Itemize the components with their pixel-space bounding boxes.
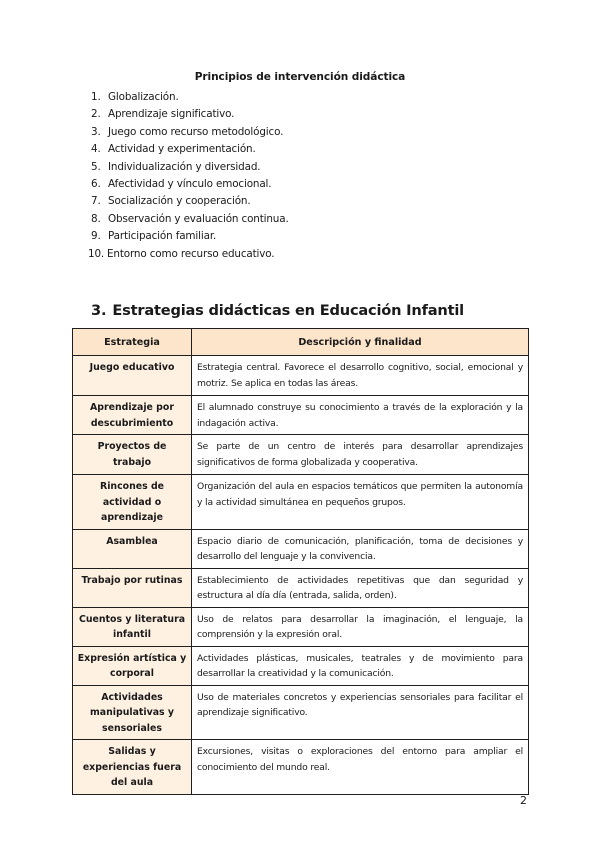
strategy-cell: Cuentos y literatura infantil xyxy=(73,607,192,646)
list-item-number: 4. xyxy=(91,143,101,156)
strategy-cell: Expresión artística y corporal xyxy=(73,646,192,685)
list-item xyxy=(91,176,289,193)
table-header-row xyxy=(73,329,529,356)
description-cell: Actividades plásticas, musicales, teatrales y de movimiento para desarrollar la creatividad y la comunicación. xyxy=(192,646,529,685)
list-item xyxy=(91,211,289,228)
column-header-strategy: Estrategia xyxy=(73,329,192,356)
list-item-number: 7. xyxy=(91,195,101,208)
strategies-table xyxy=(72,328,529,795)
section-heading xyxy=(91,302,464,319)
table-row xyxy=(73,475,529,530)
list-item xyxy=(91,106,289,123)
description-cell: Uso de materiales concretos y experiencias sensoriales para facilitar el aprendizaje significativo. xyxy=(192,685,529,740)
description-cell: Excursiones, visitas o exploraciones del entorno para ampliar el conocimiento del mundo real. xyxy=(192,740,529,795)
list-item-text: Actividad y experimentación. xyxy=(108,143,256,156)
list-item-text: Aprendizaje significativo. xyxy=(108,108,235,121)
list-item-number: 8. xyxy=(91,212,101,225)
list-item-number: 6. xyxy=(91,177,101,190)
list-item xyxy=(88,246,289,263)
section-title: Estrategias didácticas en Educación Infantil xyxy=(112,302,464,319)
table-row xyxy=(73,740,529,795)
description-cell: Establecimiento de actividades repetitivas que dan seguridad y estructura al día día (entrada, salida, orden). xyxy=(192,568,529,607)
list-item-text: Globalización. xyxy=(108,91,179,103)
list-item xyxy=(91,228,289,245)
section-number: 3. xyxy=(91,302,107,319)
list-item-text: Participación familiar. xyxy=(108,230,217,243)
strategy-cell: Rincones de actividad o aprendizaje xyxy=(73,475,192,530)
table-row xyxy=(73,435,529,475)
description-cell: Se parte de un centro de interés para desarrollar aprendizajes significativos de forma globalizada y cooperativa. xyxy=(192,435,529,475)
strategy-cell: Trabajo por rutinas xyxy=(73,568,192,607)
list-item-number: 2. xyxy=(91,108,101,121)
list-item-text: Socialización y cooperación. xyxy=(108,195,251,208)
table-row xyxy=(73,685,529,740)
strategy-cell: Aprendizaje por descubrimiento xyxy=(73,396,192,435)
description-cell: Estrategia central. Favorece el desarrollo cognitivo, social, emocional y motriz. Se aplica en todas las áreas. xyxy=(192,356,529,396)
list-item-number: 1. xyxy=(91,91,101,103)
list-item xyxy=(91,141,289,158)
list-item-text: Individualización y diversidad. xyxy=(108,160,261,173)
strategy-cell: Salidas y experiencias fuera del aula xyxy=(73,740,192,795)
list-item-text: Afectividad y vínculo emocional. xyxy=(108,177,272,190)
strategy-cell: Juego educativo xyxy=(73,356,192,396)
list-item-text: Juego como recurso metodológico. xyxy=(108,125,284,138)
table-row xyxy=(73,607,529,646)
list-item xyxy=(91,159,289,176)
list-item-number: 5. xyxy=(91,160,101,173)
table-row xyxy=(73,356,529,396)
table-row xyxy=(73,568,529,607)
strategy-cell: Proyectos de trabajo xyxy=(73,435,192,475)
description-cell: Espacio diario de comunicación, planificación, toma de decisiones y desarrollo del lenguaje y la convivencia. xyxy=(192,529,529,568)
list-item-number: 3. xyxy=(91,125,101,138)
strategy-cell: Actividades manipulativas y sensoriales xyxy=(73,685,192,740)
page-number: 2 xyxy=(520,794,527,807)
list-item xyxy=(91,193,289,210)
table-row xyxy=(73,396,529,435)
description-cell: El alumnado construye su conocimiento a través de la exploración y la indagación activa. xyxy=(192,396,529,435)
principles-list xyxy=(88,89,289,263)
list-item xyxy=(91,124,289,141)
strategy-cell: Asamblea xyxy=(73,529,192,568)
principles-title: Principios de intervención didáctica xyxy=(194,71,406,83)
column-header-description: Descripción y finalidad xyxy=(192,329,529,356)
list-item-number: 10. xyxy=(88,247,105,260)
list-item-number: 9. xyxy=(91,230,101,243)
list-item-text: Entorno como recurso educativo. xyxy=(107,247,275,260)
description-cell: Uso de relatos para desarrollar la imaginación, el lenguaje, la comprensión y la expresión oral. xyxy=(192,607,529,646)
table-row xyxy=(73,529,529,568)
list-item-text: Observación y evaluación continua. xyxy=(108,212,289,225)
table-row xyxy=(73,646,529,685)
description-cell: Organización del aula en espacios temáticos que permiten la autonomía y la actividad simultánea en pequeños grupos. xyxy=(192,475,529,530)
list-item xyxy=(91,89,289,106)
